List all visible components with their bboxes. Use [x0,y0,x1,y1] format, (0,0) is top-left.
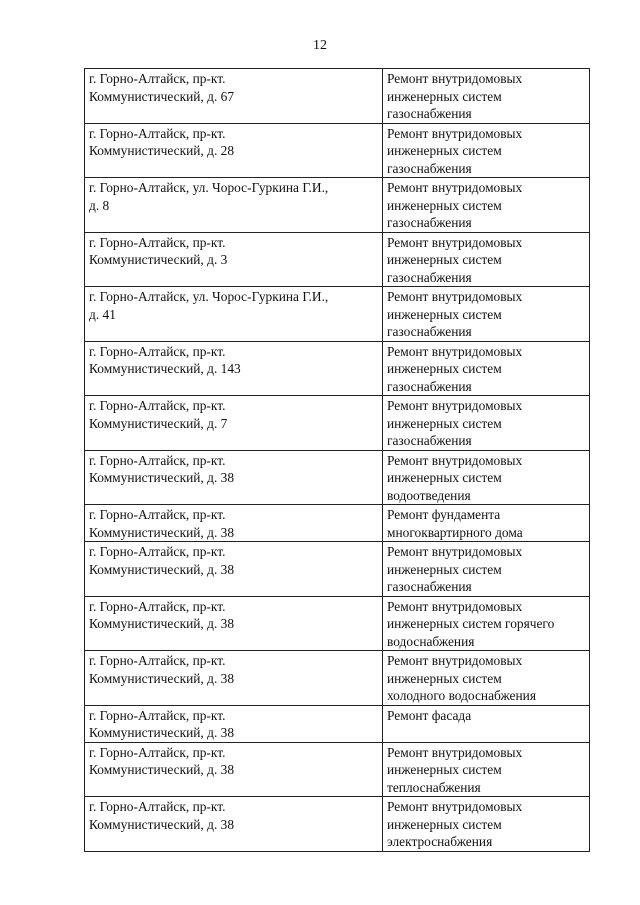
table-row [85,287,590,342]
work-type-cell: Ремонт внутридомовых инженерных систем газоснабжения [383,542,590,597]
table-row [85,651,590,706]
address-cell: г. Горно-Алтайск, пр-кт. Коммунистический, д. 38 [85,450,383,505]
address-cell: г. Горно-Алтайск, пр-кт. Коммунистический, д. 67 [85,69,383,124]
work-type-cell: Ремонт внутридомовых инженерных систем газоснабжения [383,341,590,396]
table-row [85,123,590,178]
table-row [85,450,590,505]
work-type-cell: Ремонт внутридомовых инженерных систем газоснабжения [383,178,590,233]
address-cell: г. Горно-Алтайск, пр-кт. Коммунистический, д. 38 [85,742,383,797]
table-row [85,178,590,233]
table-row [85,341,590,396]
table-row [85,596,590,651]
address-cell: г. Горно-Алтайск, пр-кт. Коммунистический, д. 38 [85,651,383,706]
table-row [85,705,590,742]
table-row [85,232,590,287]
address-cell: г. Горно-Алтайск, ул. Чорос-Гуркина Г.И., д. 8 [85,178,383,233]
address-cell: г. Горно-Алтайск, пр-кт. Коммунистический, д. 38 [85,797,383,852]
work-type-cell: Ремонт внутридомовых инженерных систем водоотведения [383,450,590,505]
work-type-cell: Ремонт внутридомовых инженерных систем теплоснабжения [383,742,590,797]
table-row [85,505,590,542]
address-cell: г. Горно-Алтайск, пр-кт. Коммунистический, д. 38 [85,542,383,597]
table-row [85,396,590,451]
table-row [85,742,590,797]
table-row [85,797,590,852]
work-type-cell: Ремонт внутридомовых инженерных систем электроснабжения [383,797,590,852]
work-type-cell: Ремонт внутридомовых инженерных систем газоснабжения [383,69,590,124]
address-cell: г. Горно-Алтайск, пр-кт. Коммунистический, д. 38 [85,705,383,742]
work-type-cell: Ремонт внутридомовых инженерных систем горячего водоснабжения [383,596,590,651]
works-table [84,68,590,852]
table-row [85,542,590,597]
work-type-cell: Ремонт фундамента многоквартирного дома [383,505,590,542]
work-type-cell: Ремонт внутридомовых инженерных систем газоснабжения [383,396,590,451]
address-cell: г. Горно-Алтайск, пр-кт. Коммунистический, д. 3 [85,232,383,287]
work-type-cell: Ремонт внутридомовых инженерных систем газоснабжения [383,287,590,342]
address-cell: г. Горно-Алтайск, пр-кт. Коммунистический, д. 143 [85,341,383,396]
address-cell: г. Горно-Алтайск, ул. Чорос-Гуркина Г.И., д. 41 [85,287,383,342]
page-number: 12 [313,38,327,53]
work-type-cell: Ремонт фасада [383,705,590,742]
address-cell: г. Горно-Алтайск, пр-кт. Коммунистический, д. 38 [85,505,383,542]
address-cell: г. Горно-Алтайск, пр-кт. Коммунистический, д. 7 [85,396,383,451]
work-type-cell: Ремонт внутридомовых инженерных систем газоснабжения [383,123,590,178]
table-row [85,69,590,124]
work-type-cell: Ремонт внутридомовых инженерных систем холодного водоснабжения [383,651,590,706]
address-cell: г. Горно-Алтайск, пр-кт. Коммунистический, д. 38 [85,596,383,651]
work-type-cell: Ремонт внутридомовых инженерных систем газоснабжения [383,232,590,287]
address-cell: г. Горно-Алтайск, пр-кт. Коммунистический, д. 28 [85,123,383,178]
